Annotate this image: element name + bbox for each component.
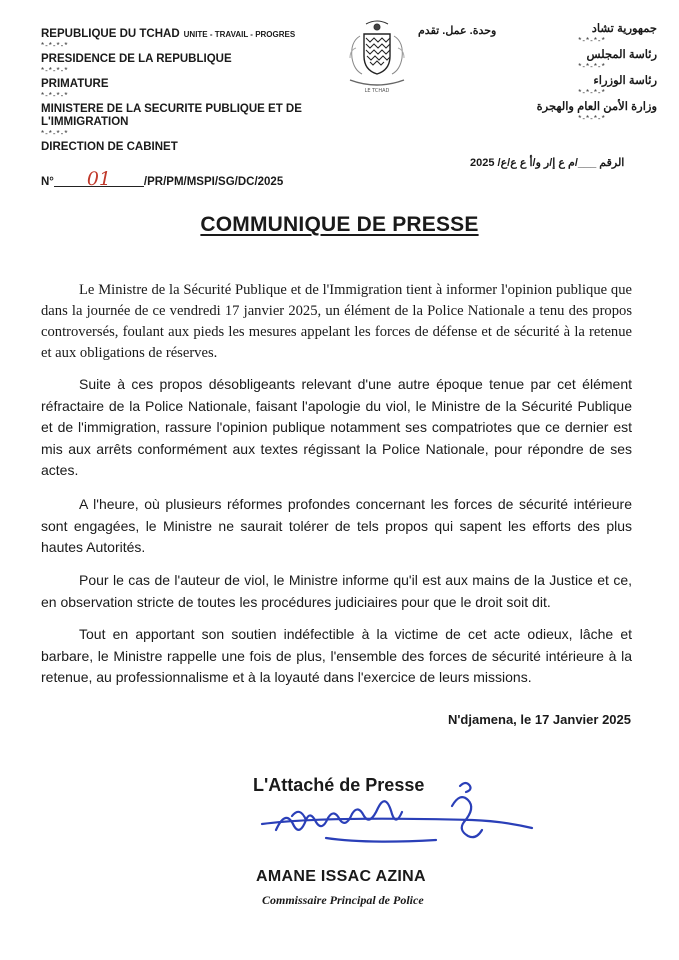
stars-separator: *-*-*-* bbox=[41, 129, 69, 138]
arabic-reference: الرقم ___/م ع إ/ر و/أ ع ع/ع/ 2025 bbox=[470, 157, 625, 169]
arabic-ministry-label: وزارة الأمن العام والهجرة bbox=[536, 101, 657, 113]
paragraph: Le Ministre de la Sécurité Publique et de l'Immigration tient à informer l'opinion publique que dans la journée de ce vendredi 17 janvier 2025, un élément de la Police Nationale a tenu des propos controversés, foulant aux pieds les mesures appelant les forces de défense et de sécurité à la retenue et aux obligations de réserves. bbox=[41, 281, 632, 362]
header-left bbox=[41, 28, 341, 154]
arabic-country-name: جمهورية تشاد bbox=[591, 23, 657, 35]
country-motto: UNITE - TRAVAIL - PROGRES bbox=[183, 30, 296, 39]
paragraph: Pour le cas de l'auteur de viol, le Ministre informe qu'il est aux mains de la Justice et ce, en observation stricte de toutes les procédures judiciaires pour que le droit soit dit. bbox=[41, 572, 632, 610]
stars-separator: *-*-*-* bbox=[578, 36, 606, 45]
page-title: COMMUNIQUE DE PRESSE bbox=[200, 213, 479, 236]
signatory-title: Commissaire Principal de Police bbox=[262, 893, 424, 907]
stars-separator: *-*-*-* bbox=[578, 88, 606, 97]
arabic-presidency-label: رئاسة المجلس bbox=[586, 49, 657, 61]
paragraph: A l'heure, où plusieurs réformes profondes concernant les forces de sécurité intérieure sont engagées, le Ministre ne saurait tolérer de tels propos qui sapent les efforts des plus hautes Autorités. bbox=[41, 496, 632, 555]
signatory-role: L'Attaché de Presse bbox=[253, 775, 425, 795]
emblem-caption: LE TCHAD bbox=[364, 88, 390, 94]
ministry-label: MINISTERE DE LA SECURITE PUBLIQUE ET DE L'IMMIGRATION bbox=[41, 103, 302, 128]
paragraph: Tout en apportant son soutien indéfectible à la victime de cet acte odieux, lâche et barbare, le Ministre rappelle une fois de plus, l'ensemble des forces de sécurité intérieure à la retenue, au professionnalisme et à la loyauté dans l'exercice de leurs missions. bbox=[41, 626, 632, 685]
presidency-label: PRESIDENCE DE LA REPUBLIQUE bbox=[41, 53, 232, 65]
direction-label: DIRECTION DE CABINET bbox=[41, 141, 178, 153]
place-date: N'djamena, le 17 Janvier 2025 bbox=[447, 712, 631, 727]
stars-separator: *-*-*-* bbox=[41, 91, 69, 100]
paragraph: Suite à ces propos désobligeants relevant d'une autre époque tenue par cet élément réfractaire de la Police Nationale, faisant l'apologie du viol, le Ministre de la Sécurité Publique et de l'immigration, rassure l'opinion publique notamment ses compatriotes que ce dernier est mis aux arrêts conformément aux textes régissant la Police Nationale, pour répondre de ses actes. bbox=[41, 376, 632, 478]
stars-separator: *-*-*-* bbox=[41, 66, 69, 75]
primature-label: PRIMATURE bbox=[41, 78, 109, 90]
arabic-primature-label: رئاسة الوزراء bbox=[593, 75, 657, 87]
reference-number: N° 01 /PR/PM/MSPI/SG/DC/2025 bbox=[41, 168, 284, 190]
handwritten-number: 01 bbox=[54, 172, 144, 187]
stars-separator: *-*-*-* bbox=[578, 62, 606, 71]
handwritten-signature-icon bbox=[256, 772, 536, 862]
coat-of-arms-icon bbox=[336, 18, 418, 98]
header-right bbox=[487, 22, 657, 126]
stars-separator: *-*-*-* bbox=[578, 114, 606, 123]
arabic-motto: وحدة. عمل. تقدم bbox=[418, 25, 497, 37]
country-name: REPUBLIQUE DU TCHAD UNITE - TRAVAIL - PROGRES bbox=[41, 28, 296, 40]
signatory-name: AMANE ISSAC AZINA bbox=[256, 868, 426, 885]
stars-separator: *-*-*-* bbox=[41, 41, 69, 50]
